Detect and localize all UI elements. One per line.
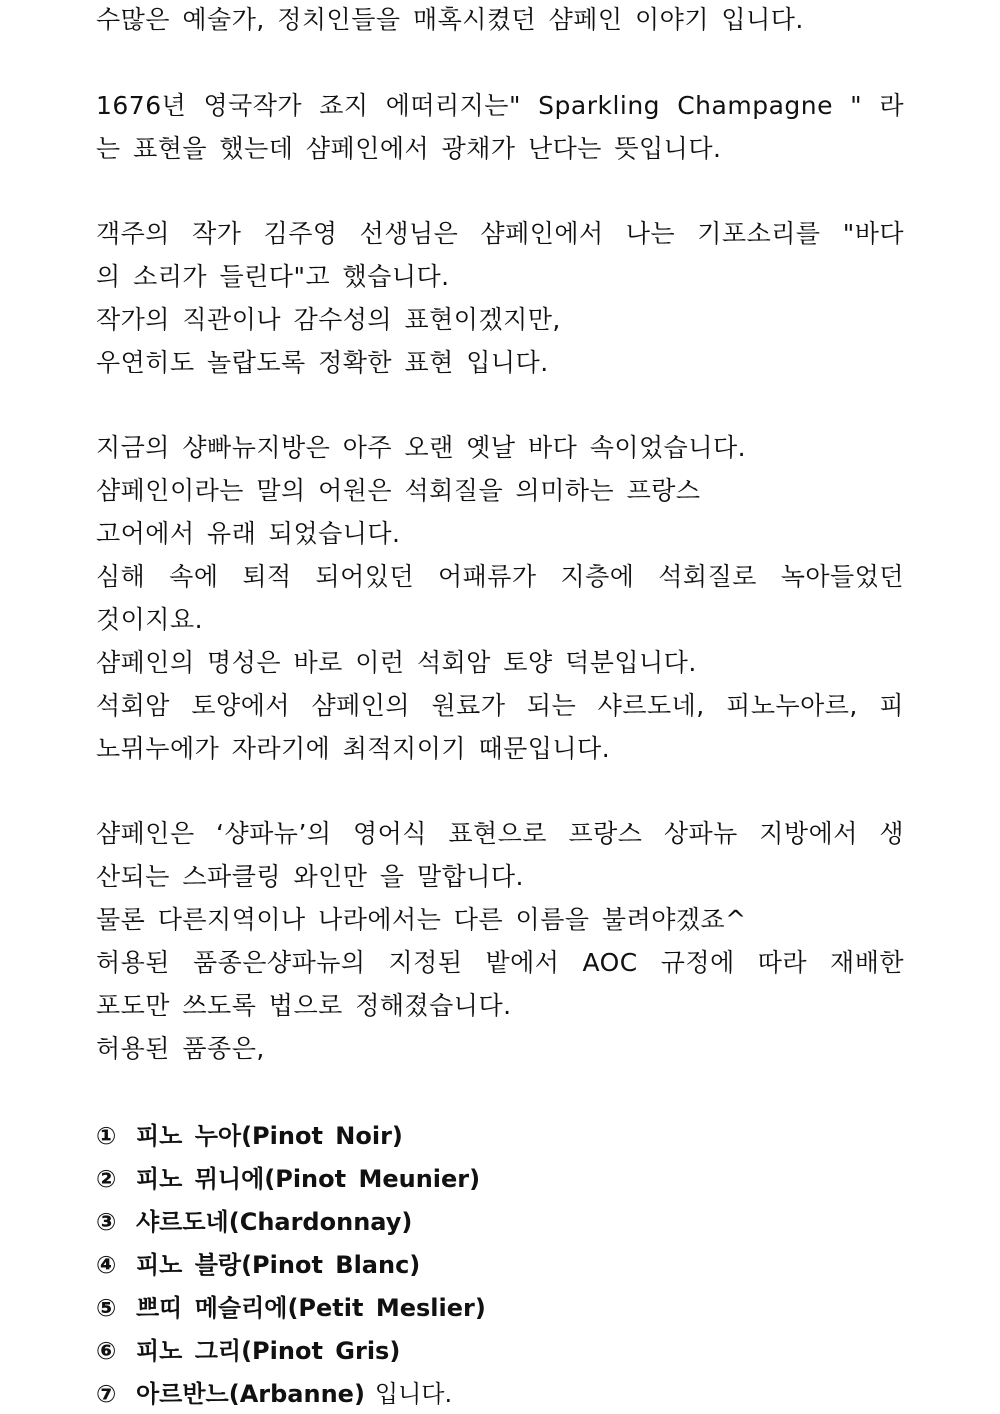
text-line: 물론 다른지역이나 나라에서는 다른 이름을 불려야겠죠^ (96, 905, 747, 934)
list-item-pinot-noir (96, 1118, 403, 1154)
text-line: 작가의 직관이나 감수성의 표현이겠지만, (96, 305, 561, 334)
text-line: 의 소리가 들린다"고 했습니다. (96, 262, 450, 291)
text-line: 고어에서 유래 되었습니다. (96, 519, 401, 548)
list-item-pinot-meunier (96, 1161, 480, 1197)
list-item-pinot-gris (96, 1333, 400, 1369)
text-line: 것이지요. (96, 605, 204, 634)
text-line: 포도만 쓰도록 법으로 정해졌습니다. (96, 991, 512, 1020)
variety-label: 쁘띠 메슬리에(Petit Meslier) (136, 1294, 486, 1322)
list-suffix: 입니다. (374, 1380, 453, 1408)
text-line: 우연히도 놀랍도록 정확한 표현 입니다. (96, 348, 549, 377)
list-number: ④ (96, 1251, 117, 1279)
list-item-petit-meslier (96, 1290, 486, 1326)
variety-label: 피노 누아(Pinot Noir) (136, 1122, 403, 1150)
list-number: ⑥ (96, 1337, 117, 1365)
variety-label: 피노 블랑(Pinot Blanc) (136, 1251, 421, 1279)
variety-label: 아르반느(Arbanne) (136, 1380, 365, 1408)
list-number: ⑤ (96, 1294, 117, 1322)
text-line: 지금의 샹빠뉴지방은 아주 오랜 옛날 바다 속이었습니다. (96, 433, 747, 462)
list-number: ① (96, 1122, 117, 1150)
text-line: 객주의 작가 김주영 선생님은 샴페인에서 나는 기포소리를 "바다 (96, 219, 904, 248)
variety-label: 샤르도네(Chardonnay) (136, 1208, 413, 1236)
text-line: 심해 속에 퇴적 되어있던 어패류가 지층에 석회질로 녹아들었던 (96, 562, 904, 591)
text-line: 노뮈누에가 자라기에 최적지이기 때문입니다. (96, 734, 611, 763)
text-line: 샴페인은 ‘샹파뉴’의 영어식 표현으로 프랑스 상파뉴 지방에서 생 (96, 819, 904, 848)
list-number: ⑦ (96, 1380, 117, 1408)
text-line: 샴페인의 명성은 바로 이런 석회암 토양 덕분입니다. (96, 648, 697, 677)
list-item-arbanne (96, 1376, 452, 1412)
list-item-chardonnay (96, 1204, 412, 1240)
variety-label: 피노 그리(Pinot Gris) (136, 1337, 401, 1365)
text-line: 석회암 토양에서 샴페인의 원료가 되는 샤르도네, 피노누아르, 피 (96, 691, 904, 720)
list-item-pinot-blanc (96, 1247, 420, 1283)
text-line: 산되는 스파클링 와인만 을 말합니다. (96, 862, 524, 891)
text-line: 샴페인이라는 말의 어원은 석회질을 의미하는 프랑스 (96, 476, 701, 505)
variety-label: 피노 뮈니에(Pinot Meunier) (136, 1165, 481, 1193)
list-number: ② (96, 1165, 117, 1193)
text-line: 는 표현을 했는데 샴페인에서 광채가 난다는 뜻입니다. (96, 134, 722, 163)
list-number: ③ (96, 1208, 117, 1236)
text-line: 허용된 품종은샹파뉴의 지정된 밭에서 AOC 규정에 따라 재배한 (96, 948, 904, 977)
text-line: 1676년 영국작가 죠지 에떠리지는" Sparkling Champagne " 라 (96, 91, 904, 120)
text-line-intro: 수많은 예술가, 정치인들을 매혹시켰던 샴페인 이야기 입니다. (96, 5, 804, 34)
text-line: 허용된 품종은, (96, 1034, 265, 1063)
